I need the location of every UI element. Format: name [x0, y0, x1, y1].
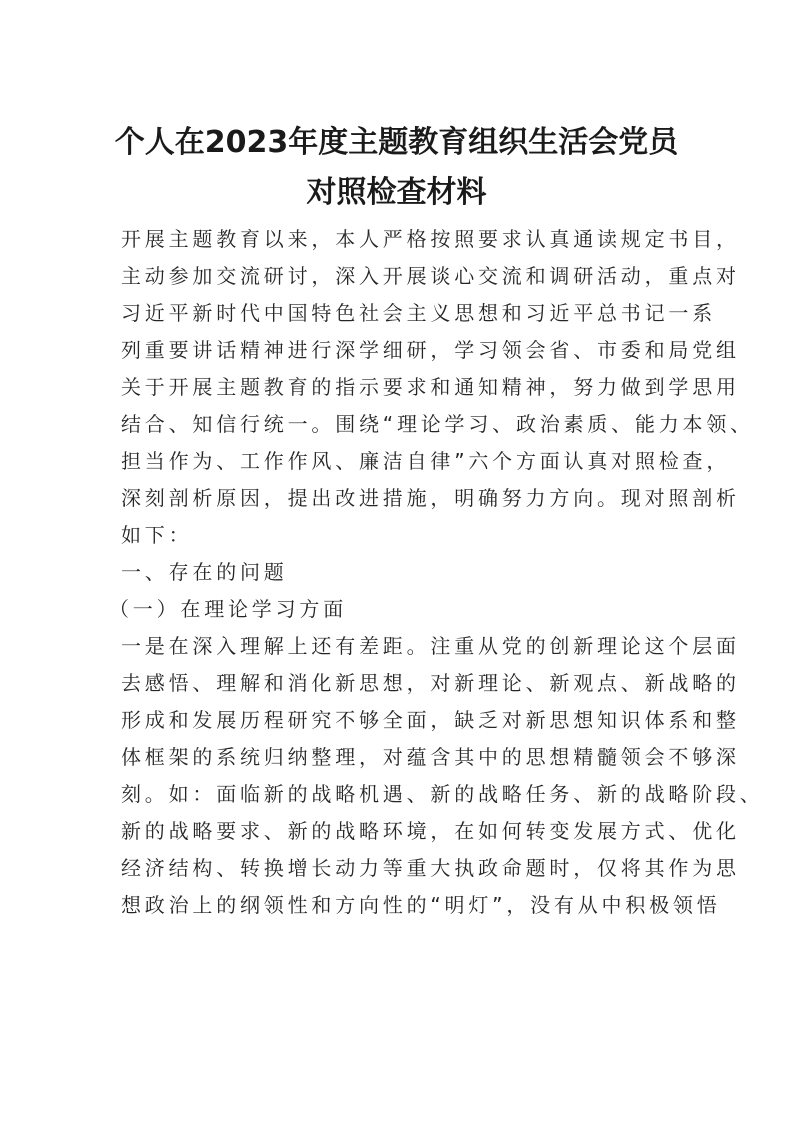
paragraph-line: 经济结构、转换增长动力等重大执政命题时，仅将其作为思 — [121, 856, 740, 880]
paragraph-line: 去感悟、理解和消化新思想，对新理论、新观点、新战略的 — [121, 671, 740, 695]
paragraph-line: 体框架的系统归纳整理，对蕴含其中的思想精髓领会不够深 — [121, 745, 740, 769]
paragraph-line: 一是在深入理解上还有差距。注重从党的创新理论这个层面 — [121, 634, 740, 658]
paragraph-line: 习近平新时代中国特色社会主义思想和习近平总书记一系 — [121, 301, 716, 325]
paragraph-line: 新的战略要求、新的战略环境，在如何转变发展方式、优化 — [121, 819, 740, 843]
subsection-heading: （一）在理论学习方面 — [109, 597, 347, 621]
paragraph-line: 如下： — [121, 523, 193, 547]
paragraph-line: 关于开展主题教育的指示要求和通知精神，努力做到学思用 — [121, 375, 740, 399]
paragraph-line: 想政治上的纲领性和方向性的“明灯”，没有从中积极领悟 — [121, 893, 721, 917]
paragraph-line: 主动参加交流研讨，深入开展谈心交流和调研活动，重点对 — [121, 264, 740, 288]
paragraph-line: 开展主题教育以来，本人严格按照要求认真通读规定书目， — [121, 227, 740, 251]
paragraph-line: 刻。如：面临新的战略机遇、新的战略任务、新的战略阶段、 — [121, 782, 764, 806]
paragraph-line: 形成和发展历程研究不够全面，缺乏对新思想知识体系和整 — [121, 708, 740, 732]
paragraph-line: 列重要讲话精神进行深学细研，学习领会省、市委和局党组 — [121, 338, 740, 362]
section-heading: 一、存在的问题 — [121, 560, 288, 584]
document-title-line-2: 对照检查材料 — [306, 175, 487, 210]
paragraph-line: 结合、知信行统一。围绕“理论学习、政治素质、能力本领、 — [121, 412, 754, 436]
paragraph-line: 深刻剖析原因，提出改进措施，明确努力方向。现对照剖析 — [121, 486, 740, 510]
document-title-line-1: 个人在2023年度主题教育组织生活会党员 — [114, 125, 679, 160]
paragraph-line: 担当作为、工作作风、廉洁自律”六个方面认真对照检查， — [121, 449, 731, 473]
